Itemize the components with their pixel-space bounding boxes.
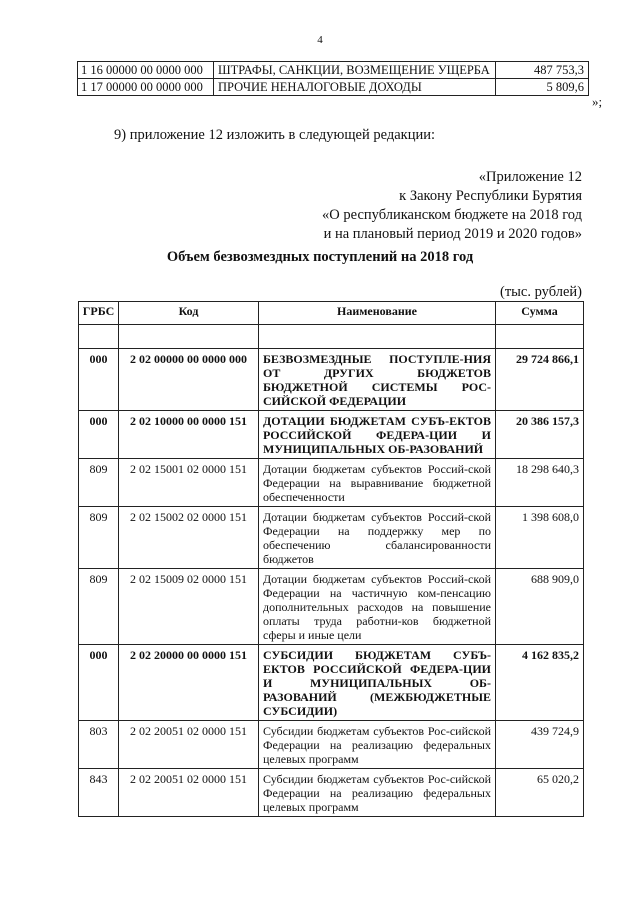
name-cell: Субсидии бюджетам субъектов Рос-сийской Федерации на реализацию федеральных целевых программ bbox=[259, 721, 496, 769]
sum-cell: 1 398 608,0 bbox=[496, 507, 584, 569]
name-cell: СУБСИДИИ БЮДЖЕТАМ СУБЪ-ЕКТОВ РОССИЙСКОЙ ФЕДЕРА-ЦИИ И МУНИЦИПАЛЬНЫХ ОБ-РАЗОВАНИЙ (МЕЖБЮДЖЕТНЫЕ СУБСИДИИ) bbox=[259, 645, 496, 721]
name-cell: Субсидии бюджетам субъектов Рос-сийской Федерации на реализацию федеральных целевых программ bbox=[259, 769, 496, 817]
header-sum: Сумма bbox=[496, 302, 584, 325]
sum-cell: 18 298 640,3 bbox=[496, 459, 584, 507]
appendix-line: «О республиканском бюджете на 2018 год bbox=[322, 207, 582, 223]
grbs-cell: 809 bbox=[79, 569, 119, 645]
header-code: Код bbox=[119, 302, 259, 325]
appendix-line: «Приложение 12 bbox=[478, 169, 582, 185]
code-cell: 1 17 00000 00 0000 000 bbox=[78, 79, 214, 96]
name-cell: ДОТАЦИИ БЮДЖЕТАМ СУБЪ-ЕКТОВ РОССИЙСКОЙ ФЕДЕРА-ЦИИ И МУНИЦИПАЛЬНЫХ ОБ-РАЗОВАНИЙ bbox=[259, 411, 496, 459]
grbs-cell: 843 bbox=[79, 769, 119, 817]
name-cell: БЕЗВОЗМЕЗДНЫЕ ПОСТУПЛЕ-НИЯ ОТ ДРУГИХ БЮДЖЕТОВ БЮДЖЕТНОЙ СИСТЕМЫ РОС-СИЙСКОЙ ФЕДЕРАЦИИ bbox=[259, 349, 496, 411]
code-cell: 2 02 20051 02 0000 151 bbox=[119, 769, 259, 817]
code-cell: 2 02 20000 00 0000 151 bbox=[119, 645, 259, 721]
header-name: Наименование bbox=[259, 302, 496, 325]
code-cell: 2 02 15001 02 0000 151 bbox=[119, 459, 259, 507]
table-row bbox=[78, 79, 589, 96]
name-cell: Дотации бюджетам субъектов Россий-ской Федерации на частичную ком-пенсацию дополнительных расходов на повышение оплаты труда работни-ков бюджетной сферы и иные цели bbox=[259, 569, 496, 645]
header-grbs: ГРБС bbox=[79, 302, 119, 325]
appendix-line: к Закону Республики Бурятия bbox=[399, 188, 582, 204]
sum-cell: 487 753,3 bbox=[496, 62, 589, 79]
table-row bbox=[79, 721, 584, 769]
previous-table-fragment bbox=[77, 61, 589, 96]
name-cell: Дотации бюджетам субъектов Россий-ской Федерации на выравнивание бюджетной обеспеченности bbox=[259, 459, 496, 507]
name-cell: Дотации бюджетам субъектов Россий-ской Федерации на поддержку мер по обеспечению сбалансированности бюджетов bbox=[259, 507, 496, 569]
sum-cell: 65 020,2 bbox=[496, 769, 584, 817]
grbs-cell: 809 bbox=[79, 459, 119, 507]
appendix-line: и на плановый период 2019 и 2020 годов» bbox=[323, 226, 582, 242]
table-row bbox=[79, 411, 584, 459]
appendix-header bbox=[322, 168, 582, 244]
code-cell: 2 02 00000 00 0000 000 bbox=[119, 349, 259, 411]
table-header-row bbox=[79, 302, 584, 325]
document-title: Объем безвозмездных поступлений на 2018 год bbox=[166, 249, 474, 265]
sum-cell: 20 386 157,3 bbox=[496, 411, 584, 459]
table-row bbox=[79, 349, 584, 411]
grbs-cell: 803 bbox=[79, 721, 119, 769]
revenue-table bbox=[78, 301, 584, 817]
grbs-cell: 809 bbox=[79, 507, 119, 569]
sum-cell: 5 809,6 bbox=[496, 79, 589, 96]
table-row bbox=[78, 62, 589, 79]
code-cell: 2 02 15009 02 0000 151 bbox=[119, 569, 259, 645]
table-row bbox=[79, 459, 584, 507]
table-row bbox=[79, 507, 584, 569]
sum-cell: 29 724 866,1 bbox=[496, 349, 584, 411]
page-number: 4 bbox=[317, 34, 323, 46]
units-label: (тыс. рублей) bbox=[500, 284, 582, 300]
sum-cell: 439 724,9 bbox=[496, 721, 584, 769]
amendment-paragraph: 9) приложение 12 изложить в следующей редакции: bbox=[114, 127, 436, 143]
table-spacer-row bbox=[79, 325, 584, 349]
code-cell: 2 02 10000 00 0000 151 bbox=[119, 411, 259, 459]
code-cell: 2 02 15002 02 0000 151 bbox=[119, 507, 259, 569]
closing-quote-mark: »; bbox=[592, 94, 603, 109]
name-cell: ШТРАФЫ, САНКЦИИ, ВОЗМЕЩЕНИЕ УЩЕРБА bbox=[214, 62, 496, 79]
code-cell: 2 02 20051 02 0000 151 bbox=[119, 721, 259, 769]
table-row bbox=[79, 645, 584, 721]
grbs-cell: 000 bbox=[79, 411, 119, 459]
name-cell: ПРОЧИЕ НЕНАЛОГОВЫЕ ДОХОДЫ bbox=[214, 79, 496, 96]
code-cell: 1 16 00000 00 0000 000 bbox=[78, 62, 214, 79]
grbs-cell: 000 bbox=[79, 645, 119, 721]
grbs-cell: 000 bbox=[79, 349, 119, 411]
table-row bbox=[79, 769, 584, 817]
sum-cell: 688 909,0 bbox=[496, 569, 584, 645]
table-row bbox=[79, 569, 584, 645]
sum-cell: 4 162 835,2 bbox=[496, 645, 584, 721]
